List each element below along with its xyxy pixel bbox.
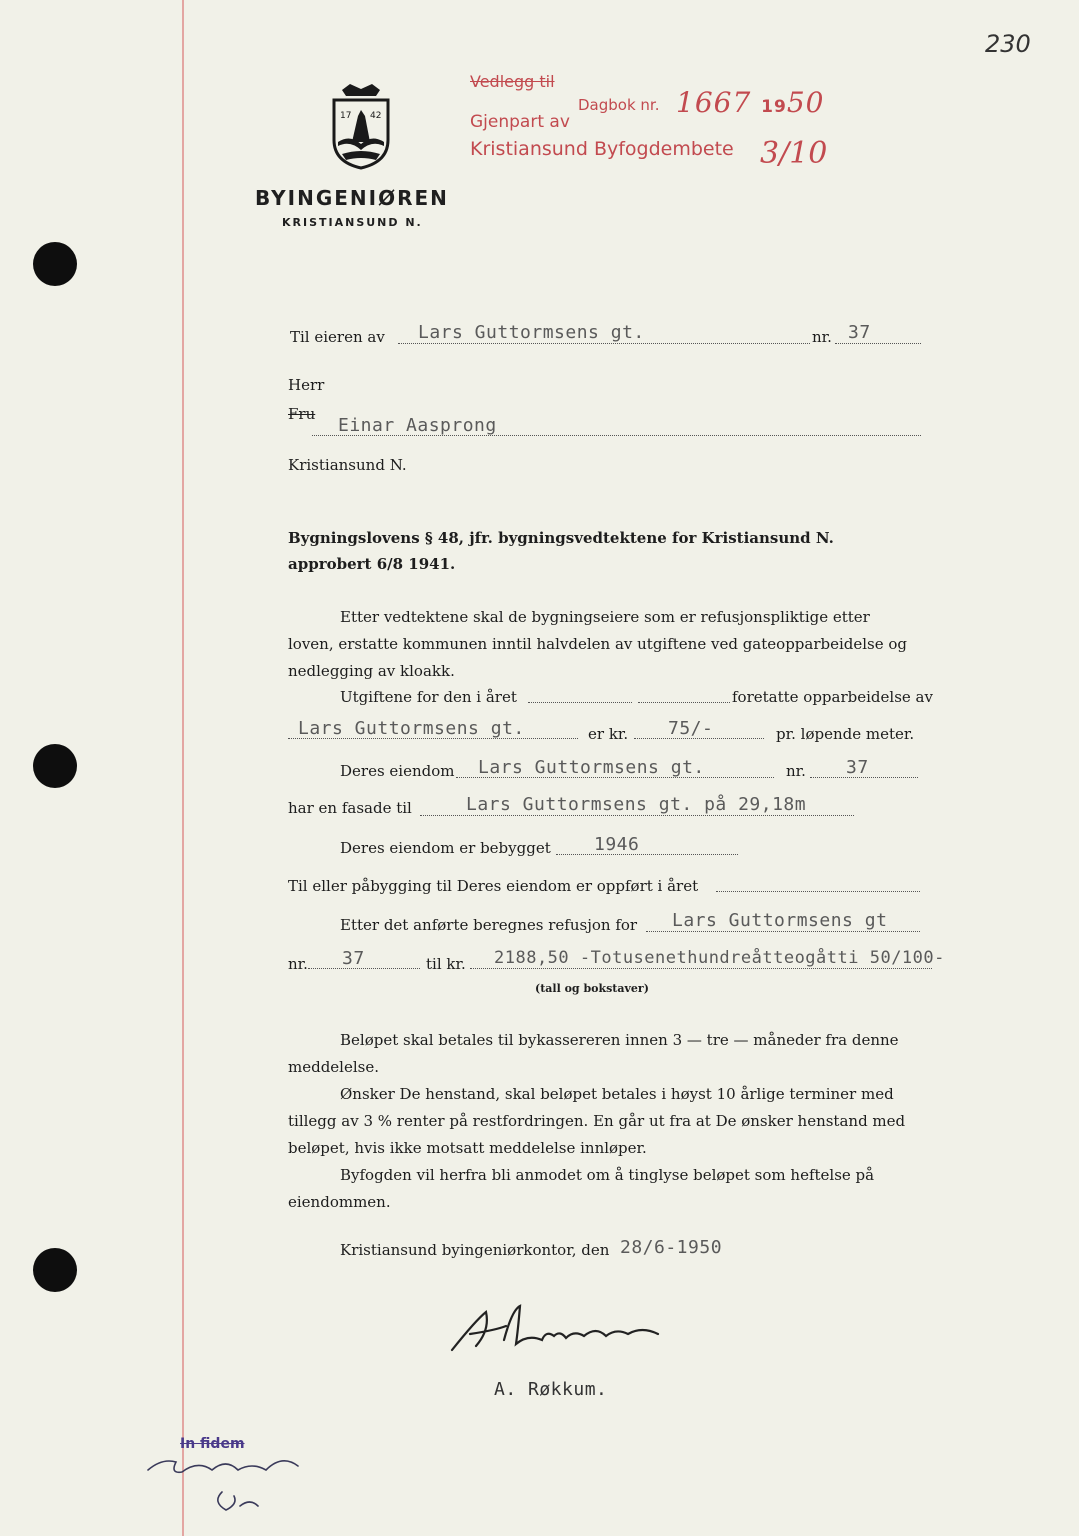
refund-nr: 37 [342, 948, 365, 969]
page-number: 230 [985, 30, 1031, 58]
law-reference-line2: approbert 6/8 1941. [288, 555, 456, 573]
dotted-line [638, 702, 730, 703]
org-city: KRISTIANSUND N. [282, 216, 423, 229]
stamp-date: 3/10 [760, 136, 828, 171]
per-meter-value: 75/- [668, 718, 714, 739]
stamp-year-hand: 50 [786, 86, 825, 119]
stamp-line2: Gjenpart av [470, 112, 570, 132]
office-label: Kristiansund byingeniørkontor, den [340, 1241, 610, 1259]
stamp-dagbok-number [676, 86, 824, 119]
signer-name: A. Røkkum. [494, 1379, 608, 1400]
dotted-line [835, 343, 921, 344]
recipient-city: Kristiansund N. [288, 456, 407, 474]
dotted-line [398, 343, 810, 344]
punch-hole [33, 242, 77, 286]
expense-street: Lars Guttormsens gt. [298, 718, 525, 739]
punch-hole [33, 1248, 77, 1292]
dotted-line [528, 702, 632, 703]
built-label: Deres eiendom er bebygget [340, 839, 551, 857]
law-reference-line1: Bygningslovens § 48, jfr. bygningsvedtektene for Kristiansund N. [288, 529, 834, 547]
stamp-dagbok-label: Dagbok nr. [578, 96, 660, 114]
nr-label: nr. [812, 328, 832, 346]
dotted-line [556, 854, 738, 855]
closing-date: 28/6-1950 [620, 1237, 723, 1258]
stamp-line3: Kristiansund Byfogdembete [470, 138, 734, 160]
org-name: BYINGENIØREN [255, 186, 449, 210]
herr-label: Herr [288, 376, 325, 394]
footer-stamp: In fidem [180, 1436, 245, 1452]
footer-signature-icon [142, 1440, 312, 1520]
dotted-line [420, 815, 854, 816]
stamp-struck-text: Vedlegg til [470, 72, 555, 91]
dotted-line [470, 968, 932, 969]
owner-nr: 37 [848, 322, 871, 343]
terms-paragraph-1: Beløpet skal betales til bykassereren innen 3 — tre — måneder fra denne meddelelse. [288, 1031, 899, 1076]
terms-paragraph-2: Ønsker De henstand, skal beløpet betales i høyst 10 årlige terminer med tillegg av 3 % renter på restfordringen. En går ut fra at De ønsker henstand med beløpet, hvis ikke motsatt meddelelse innløper. [288, 1085, 906, 1157]
crest-year-left: 17 [340, 111, 352, 121]
refund-amount: 2188,50 -Totusenethundreåtteogåtti 50/100- [494, 948, 945, 968]
expense-label-b: foretatte opparbeidelse av [732, 688, 933, 706]
stamp-dagbok-number-value: 1667 [676, 86, 752, 119]
to-owner-label: Til eieren av [290, 328, 385, 346]
crest-year-right: 42 [370, 111, 382, 121]
property-nr-label: nr. [786, 762, 806, 780]
owner-street: Lars Guttormsens gt. [418, 322, 645, 343]
signature-icon [446, 1300, 666, 1360]
terms-paragraph-3: Byfogden vil herfra bli anmodet om å tinglyse beløpet som heftelse på eiendommen. [288, 1166, 875, 1211]
per-meter-label: pr. løpende meter. [776, 725, 915, 743]
dotted-line [716, 891, 920, 892]
extension-label: Til eller påbygging til Deres eiendom er oppført i året [288, 877, 699, 895]
amount-note: (tall og bokstaver) [535, 982, 649, 995]
fru-label: Fru [288, 405, 316, 423]
recipient-name: Einar Aasprong [338, 415, 497, 436]
dotted-line [646, 931, 920, 932]
property-street: Lars Guttormsens gt. [478, 757, 705, 778]
facade-value: Lars Guttormsens gt. på 29,18m [466, 794, 807, 815]
refund-nr-label: nr. [288, 955, 308, 973]
til-kr-label: til kr. [426, 955, 466, 973]
stamp-year-printed: 19 [761, 97, 787, 117]
refund-street: Lars Guttormsens gt [672, 910, 888, 931]
margin-line [182, 0, 184, 1536]
er-kr-label: er kr. [588, 725, 629, 743]
expense-label-a: Utgiftene for den i året [340, 688, 517, 706]
intro-paragraph: Etter vedtektene skal de bygningseiere som er refusjonspliktige etter loven, erstatte kommunen inntil halvdelen av utgiftene ved gateopparbeidelse og nedlegging av kloakk. [288, 608, 908, 680]
city-crest-icon [330, 82, 392, 170]
facade-label: har en fasade til [288, 799, 412, 817]
property-label: Deres eiendom [340, 762, 455, 780]
refund-label: Etter det anførte beregnes refusjon for [340, 916, 638, 934]
built-year: 1946 [594, 834, 640, 855]
property-nr: 37 [846, 757, 869, 778]
punch-hole [33, 744, 77, 788]
